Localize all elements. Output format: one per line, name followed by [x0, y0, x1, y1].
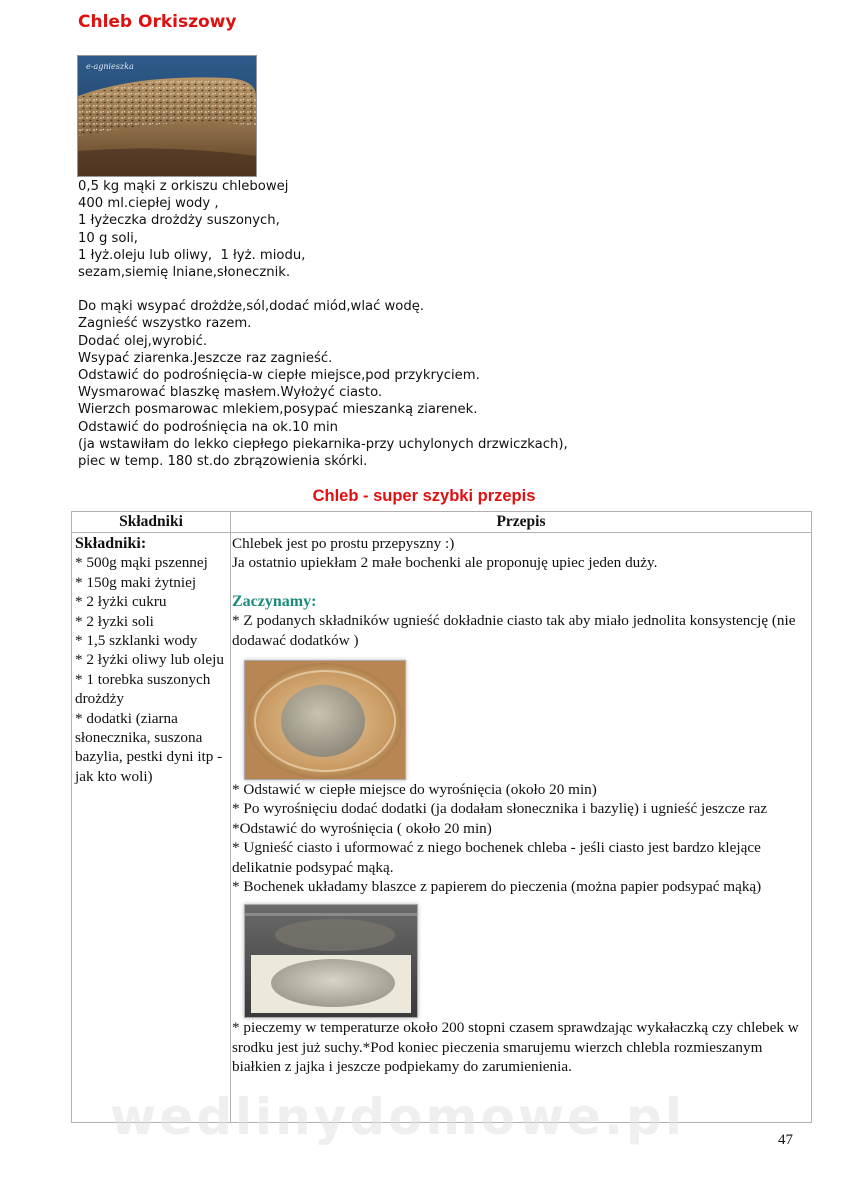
recipe-title-spelt-bread: Chleb Orkiszowy	[78, 12, 237, 32]
ingredient-item: * 1 torebka suszonych drożdży	[75, 670, 211, 708]
step-text: *Odstawić do wyrośnięcia ( około 20 min)	[232, 819, 492, 837]
spelt-bread-image	[78, 56, 256, 176]
ingredient-item: * 1,5 szklanki wody	[75, 632, 198, 650]
ingredients-label: Składniki:	[75, 535, 147, 552]
recipe-title-quick-bread: Chleb - super szybki przepis	[312, 487, 536, 505]
step-line: piec w temp. 180 st.do zbrązowienia skórki.	[78, 454, 368, 470]
step-line: Wierzch posmarowac mlekiem,posypać mieszanką ziarenek.	[78, 402, 478, 418]
spelt-ingredients	[78, 178, 778, 281]
step-text: * Po wyrośnięciu dodać dodatki (ja dodałam słonecznika i bazylię) i ugnieść jeszcze raz	[232, 800, 768, 818]
ingredient-line: 1 łyż.oleju lub oliwy, 1 łyż. miodu,	[78, 247, 306, 263]
site-watermark: wedlinydomowe.pl	[110, 1088, 685, 1146]
step-text: * Bochenek układamy blaszce z papierem do pieczenia (można papier podsypać mąką)	[232, 878, 762, 896]
ingredient-item: * 500g mąki pszennej	[75, 554, 208, 572]
step-line: Do mąki wsypać drożdże,sól,dodać miód,wlać wodę.	[78, 299, 425, 315]
column-header-recipe: Przepis	[496, 513, 546, 530]
step-line: Wysmarować blaszkę masłem.Wyłożyć ciasto.	[78, 385, 383, 401]
column-header-ingredients: Składniki	[119, 513, 183, 530]
step-line: (ja wstawiłam do lekko ciepłego piekarnika-przy uchylonych drzwiczkach),	[78, 436, 568, 452]
recipe-cell	[232, 534, 810, 1077]
ingredient-line: sezam,siemię lniane,słonecznik.	[78, 265, 291, 281]
ingredient-line: 10 g soli,	[78, 230, 138, 246]
ingredient-item: * 2 łyżki cukru	[75, 593, 167, 611]
ingredient-line: 1 łyżeczka drożdży suszonych,	[78, 213, 280, 229]
ingredient-item: * 150g maki żytniej	[75, 573, 197, 591]
ingredient-item: * 2 łyżki oliwy lub oleju	[75, 651, 224, 669]
bread-in-oven-photo	[244, 904, 418, 1018]
dough-bowl-image	[245, 661, 405, 779]
dough-bowl-photo	[244, 660, 406, 780]
step-line: Dodać olej,wyrobić.	[78, 333, 208, 349]
step-text: * Ugnieść ciasto i uformować z niego bochenek chleba - jeśli ciasto jest bardzo klejące delikatnie podsypać mąką.	[232, 839, 761, 876]
step-text: * pieczemy w temperaturze około 200 stopni czasem sprawdzając wykałaczką czy chlebek w srodku jest już suchy.*Pod koniec pieczenia smarujemu wierzch chlebla rozmieszanym białkien z jajka i jeszcze podpiekamy do zarumienienia.	[232, 1019, 799, 1076]
bread-in-oven-image	[245, 905, 417, 1017]
intro-line: Chlebek jest po prostu przepyszny :)	[232, 535, 455, 552]
ingredient-item: * 2 łyzki soli	[75, 612, 154, 630]
spelt-bread-recipe	[78, 178, 778, 470]
step-line: Zagnieść wszystko razem.	[78, 316, 252, 332]
step-text: * Odstawić w ciepłe miejsce do wyrośnięcia (około 20 min)	[232, 781, 597, 799]
spelt-bread-photo	[77, 55, 257, 177]
step-text: * Z podanych składników ugnieść dokładnie ciasto tak aby miało jednolita konsystencję (nie dodawać dodatków )	[232, 612, 796, 649]
ingredients-cell	[75, 534, 229, 786]
ingredient-line: 400 ml.ciepłej wody ,	[78, 196, 219, 212]
step-line: Odstawić do podrośnięcia na ok.10 min	[78, 419, 338, 435]
quick-bread-table	[71, 511, 812, 1123]
step-line: Odstawić do podrośnięcia-w ciepłe miejsce,pod przykryciem.	[78, 368, 480, 384]
page-number: 47	[778, 1132, 793, 1148]
start-label: Zaczynamy:	[232, 592, 317, 610]
spelt-steps	[78, 298, 778, 470]
ingredient-item: * dodatki (ziarna słonecznika, suszona bazylia, pestki dyni itp - jak kto woli)	[75, 709, 223, 785]
step-line: Wsypać ziarenka.Jeszcze raz zagnieść.	[78, 350, 333, 366]
intro-line: Ja ostatnio upiekłam 2 małe bochenki ale proponuję upiec jeden duży.	[232, 554, 658, 572]
photo-watermark: e-agnieszka	[86, 62, 134, 71]
ingredient-line: 0,5 kg mąki z orkiszu chlebowej	[78, 179, 289, 194]
